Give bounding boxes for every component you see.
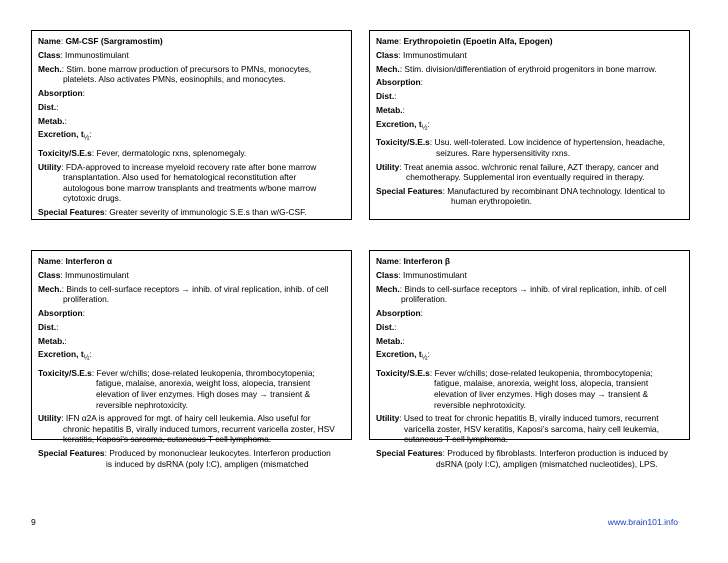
absorption-label: Absorption [376, 77, 421, 88]
drug-card-erythropoietin [369, 30, 690, 220]
utility-label: Utility [376, 413, 400, 424]
name-label: Name [38, 256, 61, 266]
dist-row: Dist.: [38, 321, 59, 332]
dist-label: Dist. [376, 91, 395, 102]
mech-label: Mech. [376, 63, 400, 74]
drug-card-gm-csf [31, 30, 352, 220]
mech-label: Mech. [38, 63, 62, 74]
class-row: Class: Immunostimulant [376, 269, 467, 280]
metab-label: Metab. [376, 104, 403, 115]
mech-line: Binds to cell-surface receptors → inhib. of viral replication, inhib. of cell [404, 283, 667, 294]
dist-label: Dist. [376, 321, 395, 332]
metab-row: Metab.: [38, 115, 67, 126]
utility-line: keratitis, Kaposi’s sarcoma, cutaneous T cell lymphoma. [63, 434, 272, 445]
utility-line: Treat anemia assoc. w/chronic renal failure, AZT therapy, cancer and [403, 161, 659, 172]
excretion-row: Excretion, $t_{\frac{1}{2}}$: [376, 349, 430, 362]
name-row: Name: Erythropoietin (Epoetin Alfa, Epogen) [376, 36, 553, 46]
se-line: elevation of liver enzymes. High doses may → transient & [96, 388, 311, 399]
utility-line: varicella zoster, HSV keratitis, Kaposi’s sarcoma, hairy cell leukemia, [404, 423, 659, 434]
se-row: Toxicity/S.E.s: Fever w/chills; dose-related leukopenia, thrombocytopenia; fatigue, malaise, anorexia, weight loss, alopecia, transient elevation of liver enzymes. High doses may → transient & reversible nephrotoxicity. [376, 368, 683, 410]
mech-row: Mech.: Stim. bone marrow production of precursors to PMNs, monocytes, platelets. Also activates PMNs, eosinophils, and monocytes. [38, 64, 345, 85]
class-label: Class [38, 49, 61, 60]
se-line: Fever w/chills; dose-related leukopenia, thrombocytopenia; [434, 367, 653, 378]
utility-row: Utility: IFN α2A is approved for mgt. of hairy cell leukemia. Also useful for chronic hepatitis B, virally induced tumors, recurrent varicella zoster, HSV keratitis, Kaposi’s sarcoma, cutaneous T cell lymphoma. [38, 413, 345, 445]
name-label: Name [376, 36, 399, 46]
name-value: Interferon β [403, 256, 450, 266]
utility-line: IFN α2A is approved for mgt. of hairy cell leukemia. Also useful for [65, 413, 311, 424]
se-row: Toxicity/S.E.s: Fever w/chills; dose-related leukopenia, thrombocytopenia; fatigue, malaise, anorexia, weight loss, alopecia, transient elevation of liver enzymes. High doses may → transient & reversible nephrotoxicity. [38, 368, 345, 410]
special-features-label: Special Features [38, 207, 105, 218]
se-label: Toxicity/S.E.s [38, 367, 92, 378]
mech-line: Stim. division/differentiation of erythroid progenitors in bone marrow. [404, 63, 657, 74]
special-features-line: Produced by mononuclear leukocytes. Interferon production [109, 448, 331, 459]
dist-row: Dist.: [376, 91, 397, 102]
se-label: Toxicity/S.E.s [376, 137, 430, 148]
utility-line: chronic hepatitis B, virally induced tumors, recurrent varicella zoster, HSV [63, 423, 335, 434]
utility-line: chemotherapy. Supplemental iron eventually required in therapy. [406, 172, 645, 183]
excretion-row: Excretion, $t_{\frac{1}{2}}$: [376, 118, 430, 132]
absorption-label: Absorption [38, 87, 83, 98]
class-label: Class [38, 269, 61, 280]
name-label: Name [38, 36, 61, 46]
name-row: Name: Interferon β [376, 256, 450, 266]
utility-label: Utility [376, 161, 400, 172]
name-value: Erythropoietin (Epoetin Alfa, Epogen) [403, 36, 553, 46]
special-features-label: Special Features [376, 448, 443, 459]
metab-label: Metab. [38, 115, 65, 126]
special-features-value: Greater severity of immunologic S.E.s than w/G-CSF. [109, 207, 307, 218]
class-row: Class: Immunostimulant [376, 49, 467, 60]
metab-label: Metab. [376, 335, 403, 346]
special-features-line: Produced by fibroblasts. Interferon production is induced by [447, 448, 668, 459]
mech-label: Mech. [38, 283, 62, 294]
mech-label: Mech. [376, 283, 400, 294]
metab-row: Metab.: [38, 335, 67, 346]
special-features-line: dsRNA (poly I:C), ampligen (mismatched nucleotides), LPS. [436, 458, 658, 469]
excretion-label: Excretion, t [38, 349, 84, 360]
class-value: Immunostimulant [65, 269, 129, 280]
class-value: Immunostimulant [65, 49, 129, 60]
special-features-row: Special Features: Produced by fibroblasts. Interferon production is induced by dsRNA (poly I:C), ampligen (mismatched nucleotides), LPS. [376, 448, 683, 469]
class-label: Class [376, 269, 399, 280]
special-features-line: Manufactured by recombinant DNA technology. Identical to [447, 185, 665, 196]
special-features-row: Special Features: Manufactured by recombinant DNA technology. Identical to human erythropoietin. [376, 186, 683, 207]
absorption-row: Absorption: [376, 77, 423, 88]
se-line: elevation of liver enzymes. High doses may → transient & [434, 388, 649, 399]
utility-label: Utility [38, 413, 62, 424]
excretion-label: Excretion, t [376, 118, 422, 129]
mech-row: Mech.: Stim. division/differentiation of erythroid progenitors in bone marrow. [376, 63, 657, 74]
se-row: Toxicity/S.E.s: Fever, dermatologic rxns, splenomegaly. [38, 147, 247, 158]
se-line: fatigue, malaise, anorexia, weight loss, alopecia, transient [434, 378, 649, 389]
metab-label: Metab. [38, 335, 65, 346]
se-label: Toxicity/S.E.s [376, 367, 430, 378]
mech-line: proliferation. [401, 294, 448, 305]
dist-row: Dist.: [38, 101, 59, 112]
se-line: reversible nephrotoxicity. [96, 399, 189, 410]
se-line: fatigue, malaise, anorexia, weight loss, alopecia, transient [96, 378, 311, 389]
special-features-label: Special Features [376, 185, 443, 196]
mech-line: platelets. Also activates PMNs, eosinophils, and monocytes. [63, 74, 286, 85]
dist-row: Dist.: [376, 321, 397, 332]
drug-card-interferon-beta [369, 250, 690, 469]
absorption-label: Absorption [376, 307, 421, 318]
mech-row: Mech.: Binds to cell-surface receptors → inhib. of viral replication, inhib. of cell proliferation. [376, 284, 683, 305]
metab-row: Metab.: [376, 335, 405, 346]
utility-row: Utility: Used to treat for chronic hepatitis B, virally induced tumors, recurrent varicella zoster, HSV keratitis, Kaposi’s sarcoma, hairy cell leukemia, cutaneous T cell lymphoma. [376, 413, 683, 445]
special-features-row: Special Features: Produced by mononuclear leukocytes. Interferon production is induced by dsRNA (poly I:C), ampligen (mismatched [38, 448, 345, 469]
utility-line: transplantation. Also used for hematological reconstitution after [63, 172, 297, 183]
class-row: Class: Immunostimulant [38, 269, 129, 280]
class-label: Class [376, 49, 399, 60]
excretion-row: Excretion, $t_{\frac{1}{2}}$: [38, 349, 92, 362]
absorption-label: Absorption [38, 307, 83, 318]
utility-line: cytotoxic drugs. [63, 193, 122, 204]
special-features-row: Special Features: Greater severity of immunologic S.E.s than w/G-CSF. [38, 207, 307, 218]
metab-row: Metab.: [376, 104, 405, 115]
page-number: 9 [31, 517, 36, 527]
se-row: Toxicity/S.E.s: Usu. well-tolerated. Low incidence of hypertension, headache, seizures. Rare hypersensitivity rxns. [376, 137, 683, 158]
se-line: Usu. well-tolerated. Low incidence of hypertension, headache, [434, 137, 665, 148]
class-row: Class: Immunostimulant [38, 49, 129, 60]
class-value: Immunostimulant [403, 269, 467, 280]
name-row: Name: Interferon α [38, 256, 113, 266]
absorption-row: Absorption: [376, 307, 423, 318]
mech-line: Stim. bone marrow production of precursors to PMNs, monocytes, [66, 63, 312, 74]
utility-line: cutaneous T cell lymphoma. [404, 434, 508, 445]
se-value: Fever, dermatologic rxns, splenomegaly. [96, 147, 247, 158]
name-value: GM-CSF (Sargramostim) [65, 36, 163, 46]
se-label: Toxicity/S.E.s [38, 147, 92, 158]
excretion-row: Excretion, $t_{\frac{1}{2}}$: [38, 129, 92, 142]
special-features-line: is induced by dsRNA (poly I:C), ampligen (mismatched [106, 458, 309, 469]
utility-line: autologous bone marrow transplants and treatments w/bone marrow [63, 182, 317, 193]
special-features-label: Special Features [38, 448, 105, 459]
drug-card-interferon-alpha [31, 250, 352, 469]
name-label: Name [376, 256, 399, 266]
utility-line: Used to treat for chronic hepatitis B, virally induced tumors, recurrent [403, 413, 659, 424]
utility-row: Utility: FDA-approved to increase myeloid recovery rate after bone marrow transplantation. Also used for hematological reconstitution after autologous bone marrow transplants and treatments w/bone marrow cytotoxic drugs. [38, 162, 345, 204]
mech-line: Binds to cell-surface receptors → inhib. of viral replication, inhib. of cell [66, 283, 329, 294]
name-value: Interferon α [65, 256, 113, 266]
mech-row: Mech.: Binds to cell-surface receptors → inhib. of viral replication, inhib. of cell proliferation. [38, 284, 345, 305]
se-line: Fever w/chills; dose-related leukopenia, thrombocytopenia; [96, 367, 315, 378]
se-line: seizures. Rare hypersensitivity rxns. [436, 147, 571, 158]
excretion-label: Excretion, t [376, 349, 422, 360]
excretion-label: Excretion, t [38, 129, 84, 140]
mech-line: proliferation. [63, 294, 110, 305]
absorption-row: Absorption: [38, 87, 85, 98]
utility-line: FDA-approved to increase myeloid recovery rate after bone marrow [65, 161, 317, 172]
footer-website-link[interactable]: www.brain101.info [607, 517, 678, 527]
utility-row: Utility: Treat anemia assoc. w/chronic renal failure, AZT therapy, cancer and chemotherapy. Supplemental iron eventually required in therapy. [376, 162, 683, 183]
absorption-row: Absorption: [38, 307, 85, 318]
dist-label: Dist. [38, 101, 57, 112]
utility-label: Utility [38, 161, 62, 172]
special-features-line: human erythropoietin. [451, 196, 533, 207]
dist-label: Dist. [38, 321, 57, 332]
se-line: reversible nephrotoxicity. [434, 399, 527, 410]
class-value: Immunostimulant [403, 49, 467, 60]
name-row: Name: GM-CSF (Sargramostim) [38, 36, 163, 46]
